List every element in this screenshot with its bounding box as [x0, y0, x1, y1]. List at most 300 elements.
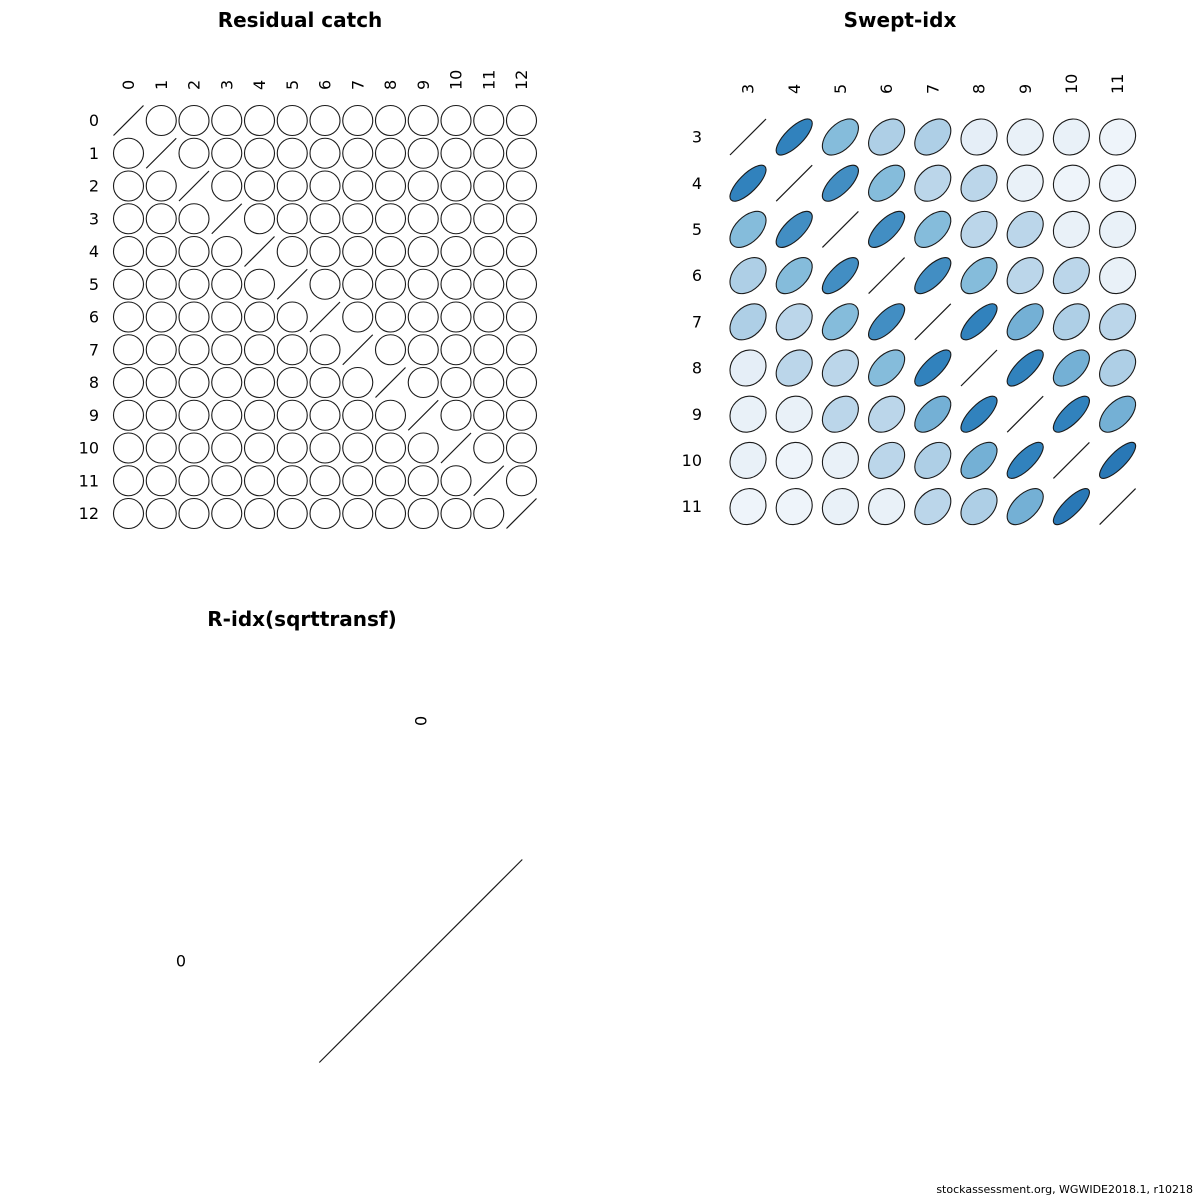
corr-cell-ellipse: [140, 427, 182, 469]
corr-cell-ellipse: [863, 298, 910, 345]
corr-cell-ellipse: [206, 427, 248, 469]
corr-cell-ellipse: [304, 361, 346, 403]
corr-cell-ellipse: [107, 198, 149, 240]
corr-cell-ellipse: [500, 460, 542, 502]
corr-cell-ellipse: [500, 394, 542, 436]
corr-cell-ellipse: [337, 99, 379, 141]
corr-cell-ellipse: [435, 230, 477, 272]
corr-cell-ellipse: [954, 112, 1005, 163]
corr-cell-ellipse: [304, 99, 346, 141]
corr-cell-ellipse: [140, 492, 182, 534]
corr-cell-ellipse: [816, 297, 865, 346]
corr-cell-ellipse: [954, 482, 1004, 532]
corr-cell-ellipse: [107, 296, 149, 338]
corr-cell-ellipse: [815, 481, 866, 532]
corr-cell-ellipse: [304, 329, 346, 371]
corr-cell-ellipse: [908, 112, 958, 162]
corr-cell-ellipse: [107, 230, 149, 272]
col-label: 6: [315, 79, 335, 90]
diagonal-cell-line: [507, 499, 537, 529]
row-label: 10: [681, 451, 702, 470]
corr-cell-ellipse: [402, 99, 444, 141]
corr-cell-ellipse: [140, 296, 182, 338]
diagonal-cell-line: [277, 269, 307, 299]
row-label: 3: [88, 209, 99, 229]
row-label: 5: [691, 220, 702, 239]
corr-cell-ellipse: [173, 394, 215, 436]
corr-cell-ellipse: [468, 329, 510, 371]
corr-cell-ellipse: [369, 198, 411, 240]
corr-cell-ellipse: [173, 427, 215, 469]
corr-cell-ellipse: [435, 198, 477, 240]
col-label: 1: [151, 79, 171, 90]
corr-cell-ellipse: [107, 460, 149, 502]
corr-cell-ellipse: [304, 230, 346, 272]
corr-cell-ellipse: [271, 361, 313, 403]
row-label: 12: [78, 504, 99, 524]
col-label: 0: [411, 715, 431, 726]
col-label: 0: [119, 79, 139, 90]
corr-cell-ellipse: [140, 394, 182, 436]
col-label: 9: [413, 79, 433, 90]
corr-cell-ellipse: [140, 165, 182, 207]
corr-cell-ellipse: [500, 99, 542, 141]
corr-cell-ellipse: [435, 263, 477, 305]
diagonal-cell-line: [1007, 396, 1043, 432]
corr-cell-ellipse: [435, 165, 477, 207]
corr-cell-ellipse: [369, 263, 411, 305]
corr-cell-ellipse: [271, 329, 313, 371]
corr-cell-ellipse: [908, 205, 957, 254]
corr-cell-ellipse: [304, 492, 346, 534]
row-label: 7: [88, 340, 99, 360]
row-label: 11: [78, 471, 99, 491]
corr-cell-ellipse: [435, 132, 477, 174]
corr-cell-ellipse: [468, 394, 510, 436]
corr-cell-ellipse: [337, 165, 379, 207]
corr-cell-ellipse: [271, 132, 313, 174]
corr-cell-ellipse: [1049, 484, 1095, 530]
corr-cell-ellipse: [956, 391, 1002, 437]
corr-cell-ellipse: [206, 263, 248, 305]
corr-cell-ellipse: [271, 296, 313, 338]
corr-cell-ellipse: [238, 132, 280, 174]
corr-cell-ellipse: [238, 460, 280, 502]
row-label: 10: [78, 438, 99, 458]
corr-cell-ellipse: [723, 389, 774, 440]
corr-cell-ellipse: [140, 230, 182, 272]
row-label: 9: [691, 404, 702, 424]
corr-cell-ellipse: [337, 198, 379, 240]
diagonal-cell-line: [1053, 442, 1089, 478]
corr-cell-ellipse: [140, 99, 182, 141]
corr-cell-ellipse: [206, 99, 248, 141]
corr-cell-ellipse: [435, 329, 477, 371]
col-label: 11: [479, 69, 499, 90]
corr-cell-ellipse: [908, 158, 958, 208]
corr-cell-ellipse: [500, 198, 542, 240]
corr-cell-ellipse: [908, 435, 958, 485]
corr-cell-ellipse: [369, 329, 411, 371]
diagonal-cell-line: [245, 237, 275, 267]
panel-residual-catch: [79, 70, 543, 535]
corr-cell-ellipse: [206, 394, 248, 436]
row-label: 6: [88, 307, 99, 327]
corr-cell-ellipse: [402, 296, 444, 338]
corr-cell-ellipse: [140, 329, 182, 371]
diagonal-cell-line: [310, 302, 340, 332]
corr-cell-ellipse: [468, 99, 510, 141]
panel-title-swept-idx: Swept-idx: [843, 8, 957, 32]
corr-cell-ellipse: [1047, 344, 1096, 393]
row-label: 9: [88, 405, 99, 425]
corr-cell-ellipse: [173, 361, 215, 403]
corr-cell-ellipse: [369, 460, 411, 502]
col-label: 10: [1062, 73, 1081, 94]
row-label: 4: [88, 242, 99, 262]
panel-title-r-idx: R-idx(sqrttransf): [207, 607, 397, 631]
corr-cell-ellipse: [173, 230, 215, 272]
corr-cell-ellipse: [435, 492, 477, 534]
corr-cell-ellipse: [140, 198, 182, 240]
corr-cell-ellipse: [500, 165, 542, 207]
corr-cell-ellipse: [500, 427, 542, 469]
corr-cell-ellipse: [304, 132, 346, 174]
corr-cell-ellipse: [468, 296, 510, 338]
corr-cell-ellipse: [369, 230, 411, 272]
corr-cell-ellipse: [815, 389, 865, 439]
corr-cell-ellipse: [238, 329, 280, 371]
corr-cell-ellipse: [206, 329, 248, 371]
corr-cell-ellipse: [1092, 204, 1143, 255]
diagonal-cell-line: [441, 433, 471, 463]
corr-cell-ellipse: [1001, 297, 1050, 346]
corr-cell-ellipse: [1046, 297, 1096, 347]
corr-cell-ellipse: [271, 198, 313, 240]
corr-cell-ellipse: [402, 132, 444, 174]
corr-cell-ellipse: [1000, 112, 1051, 163]
col-label: 3: [217, 79, 237, 90]
col-label: 8: [969, 83, 989, 94]
corr-cell-ellipse: [238, 198, 280, 240]
corr-cell-ellipse: [402, 230, 444, 272]
corr-cell-ellipse: [140, 460, 182, 502]
corr-cell-ellipse: [238, 361, 280, 403]
corr-cell-ellipse: [107, 329, 149, 371]
footer-attribution: stockassessment.org, WGWIDE2018.1, r10218: [936, 1183, 1193, 1196]
row-label: 2: [88, 176, 99, 196]
corr-cell-ellipse: [402, 329, 444, 371]
corr-cell-ellipse: [769, 435, 820, 486]
corr-cell-ellipse: [271, 99, 313, 141]
diagonal-cell-line: [408, 400, 438, 430]
corr-cell-ellipse: [723, 481, 774, 532]
corr-cell-ellipse: [107, 492, 149, 534]
corr-cell-ellipse: [954, 251, 1003, 300]
corr-cell-ellipse: [1092, 112, 1143, 163]
corr-cell-ellipse: [435, 361, 477, 403]
corr-cell-ellipse: [500, 132, 542, 174]
corr-cell-ellipse: [238, 165, 280, 207]
row-label: 0: [88, 111, 99, 131]
col-label: 4: [250, 79, 270, 90]
row-label: 3: [691, 127, 702, 147]
corr-cell-ellipse: [723, 251, 773, 301]
col-label: 9: [1015, 83, 1035, 94]
corr-cell-ellipse: [206, 132, 248, 174]
corr-cell-ellipse: [402, 361, 444, 403]
corr-cell-ellipse: [500, 361, 542, 403]
corr-cell-ellipse: [173, 198, 215, 240]
corr-cell-ellipse: [402, 427, 444, 469]
corr-cell-ellipse: [173, 132, 215, 174]
corr-cell-ellipse: [304, 427, 346, 469]
corr-cell-ellipse: [771, 114, 817, 160]
corr-cell-ellipse: [500, 230, 542, 272]
diagonal-cell-line: [179, 171, 209, 201]
diagonal-cell-line: [730, 119, 766, 155]
corr-cell-ellipse: [862, 112, 912, 162]
corr-cell-ellipse: [954, 204, 1004, 254]
col-label: 2: [184, 79, 204, 90]
corr-cell-ellipse: [1092, 250, 1143, 301]
corr-cell-ellipse: [861, 435, 911, 485]
corr-cell-ellipse: [402, 492, 444, 534]
corr-cell-ellipse: [337, 263, 379, 305]
col-label: 10: [446, 69, 466, 90]
corr-cell-ellipse: [304, 198, 346, 240]
corr-cell-ellipse: [238, 263, 280, 305]
corr-cell-ellipse: [1046, 158, 1097, 209]
corr-cell-ellipse: [173, 460, 215, 502]
corr-cell-ellipse: [1001, 482, 1050, 531]
corr-cell-ellipse: [369, 394, 411, 436]
row-label: 0: [175, 951, 186, 971]
corr-cell-ellipse: [271, 230, 313, 272]
corr-cell-ellipse: [723, 205, 772, 254]
corr-cell-ellipse: [910, 345, 956, 391]
col-label: 4: [784, 83, 804, 94]
corr-cell-ellipse: [304, 263, 346, 305]
corr-cell-ellipse: [815, 435, 866, 486]
corr-cell-ellipse: [206, 361, 248, 403]
corr-cell-ellipse: [206, 460, 248, 502]
corr-cell-ellipse: [238, 296, 280, 338]
corr-cell-ellipse: [435, 99, 477, 141]
row-label: 11: [681, 497, 702, 517]
corr-cell-ellipse: [769, 481, 820, 532]
corr-cell-ellipse: [817, 252, 864, 299]
diagonal-cell-line: [376, 368, 406, 398]
corr-cell-ellipse: [238, 394, 280, 436]
corr-cell-ellipse: [140, 263, 182, 305]
col-label: 6: [877, 83, 897, 94]
corr-cell-ellipse: [107, 165, 149, 207]
corr-cell-ellipse: [723, 297, 773, 347]
diagonal-cell-line: [146, 138, 176, 168]
diagonal-cell-line: [212, 204, 242, 234]
corr-cell-ellipse: [402, 165, 444, 207]
corr-cell-ellipse: [1046, 112, 1097, 163]
corr-cell-ellipse: [1093, 390, 1142, 439]
corr-cell-ellipse: [206, 230, 248, 272]
corr-cell-ellipse: [1002, 437, 1048, 483]
corr-cell-ellipse: [1046, 250, 1096, 300]
col-label: 8: [381, 79, 401, 90]
corr-cell-ellipse: [770, 251, 819, 300]
corr-cell-ellipse: [725, 160, 771, 206]
corr-cell-ellipse: [402, 198, 444, 240]
diagonal-cell-line: [343, 335, 373, 365]
panel-swept-idx: [682, 74, 1143, 532]
corr-cell-ellipse: [304, 394, 346, 436]
corr-cell-ellipse: [909, 252, 956, 299]
corr-cell-ellipse: [1095, 438, 1141, 484]
corr-cell-ellipse: [861, 389, 911, 439]
row-label: 8: [691, 358, 702, 378]
corr-cell-ellipse: [107, 132, 149, 174]
panel-title-residual-catch: Residual catch: [217, 8, 383, 32]
corr-cell-ellipse: [815, 343, 865, 393]
corr-cell-ellipse: [173, 296, 215, 338]
col-label: 7: [923, 83, 943, 94]
corr-cell-ellipse: [435, 394, 477, 436]
corr-cell-ellipse: [271, 394, 313, 436]
corr-cell-ellipse: [271, 460, 313, 502]
corr-cell-ellipse: [337, 394, 379, 436]
corr-cell-ellipse: [908, 390, 957, 439]
panel-r-idx-sqrttransf-: [176, 716, 522, 1063]
corr-cell-ellipse: [1000, 204, 1050, 254]
corr-cell-ellipse: [337, 361, 379, 403]
corr-cell-ellipse: [500, 296, 542, 338]
corr-cell-ellipse: [402, 460, 444, 502]
corr-cell-ellipse: [173, 329, 215, 371]
corr-cell-ellipse: [206, 492, 248, 534]
corr-cell-ellipse: [1046, 204, 1097, 255]
row-label: 1: [88, 143, 99, 163]
row-label: 5: [88, 274, 99, 294]
corr-cell-ellipse: [173, 99, 215, 141]
corr-cell-ellipse: [369, 99, 411, 141]
col-label: 11: [1108, 73, 1128, 94]
corr-cell-ellipse: [369, 492, 411, 534]
corr-cell-ellipse: [468, 132, 510, 174]
corr-cell-ellipse: [271, 492, 313, 534]
corr-cell-ellipse: [1093, 343, 1143, 393]
corr-cell-ellipse: [304, 460, 346, 502]
corr-cell-ellipse: [468, 165, 510, 207]
corr-cell-ellipse: [369, 132, 411, 174]
corr-cell-ellipse: [1092, 297, 1142, 347]
corr-cell-ellipse: [723, 435, 774, 486]
corr-cell-ellipse: [862, 343, 911, 392]
corr-cell-ellipse: [337, 132, 379, 174]
corr-cell-ellipse: [173, 492, 215, 534]
corr-cell-ellipse: [337, 460, 379, 502]
corr-cell-ellipse: [468, 198, 510, 240]
corr-cell-ellipse: [908, 481, 958, 531]
diagonal-cell-line: [915, 304, 951, 340]
diagonal-cell-line: [822, 211, 858, 247]
corr-cell-ellipse: [337, 230, 379, 272]
corr-cell-ellipse: [337, 492, 379, 534]
corr-cell-ellipse: [369, 165, 411, 207]
corr-cell-ellipse: [817, 160, 864, 207]
diagonal-cell-line: [776, 165, 812, 201]
corr-cell-ellipse: [468, 361, 510, 403]
corr-cell-ellipse: [500, 329, 542, 371]
diagonal-cell-line: [961, 350, 997, 386]
corr-cell-ellipse: [435, 296, 477, 338]
corr-cell-ellipse: [1048, 391, 1094, 437]
corr-cell-ellipse: [140, 361, 182, 403]
corr-cell-ellipse: [956, 299, 1002, 345]
corr-cell-ellipse: [1000, 158, 1051, 209]
corr-cell-ellipse: [271, 165, 313, 207]
corr-cell-ellipse: [955, 436, 1004, 485]
corr-cell-ellipse: [107, 361, 149, 403]
corr-cell-ellipse: [468, 263, 510, 305]
corr-cell-ellipse: [1002, 345, 1048, 391]
corr-cell-ellipse: [107, 427, 149, 469]
corr-cell-ellipse: [769, 389, 820, 440]
corr-cell-ellipse: [107, 263, 149, 305]
corr-cell-ellipse: [862, 159, 911, 208]
corr-cell-ellipse: [1092, 158, 1143, 209]
corr-cell-ellipse: [304, 165, 346, 207]
corr-cell-ellipse: [863, 206, 910, 253]
corr-cell-ellipse: [369, 296, 411, 338]
corr-cell-ellipse: [238, 427, 280, 469]
col-label: 5: [282, 79, 302, 90]
corr-cell-ellipse: [1000, 250, 1050, 300]
corr-cell-ellipse: [500, 263, 542, 305]
corr-cell-ellipse: [468, 230, 510, 272]
col-label: 12: [512, 69, 532, 90]
corr-cell-ellipse: [206, 296, 248, 338]
corr-cell-ellipse: [771, 206, 818, 253]
col-label: 3: [738, 83, 758, 94]
row-label: 7: [691, 312, 702, 332]
corr-cell-ellipse: [816, 112, 865, 161]
corr-cell-ellipse: [173, 263, 215, 305]
row-label: 6: [691, 266, 702, 286]
corr-cell-ellipse: [954, 158, 1004, 208]
corr-cell-ellipse: [337, 427, 379, 469]
row-label: 4: [691, 173, 702, 193]
corr-cell-ellipse: [107, 394, 149, 436]
corr-cell-ellipse: [468, 427, 510, 469]
col-label: 5: [831, 83, 850, 94]
corr-cell-ellipse: [723, 343, 774, 394]
corr-cell-ellipse: [769, 297, 819, 347]
corr-cell-ellipse: [369, 427, 411, 469]
corr-cell-ellipse: [337, 296, 379, 338]
corr-cell-ellipse: [769, 343, 819, 393]
corr-cell-ellipse: [206, 165, 248, 207]
corr-cell-ellipse: [238, 492, 280, 534]
diagonal-cell-line: [1100, 489, 1136, 525]
row-label: 8: [88, 373, 99, 393]
corr-cell-ellipse: [468, 492, 510, 534]
diagonal-cell-line: [869, 258, 905, 294]
corr-cell-ellipse: [861, 481, 912, 532]
diagonal-cell-line: [319, 860, 522, 1063]
corr-cell-ellipse: [238, 99, 280, 141]
col-label: 7: [348, 79, 368, 90]
corr-cell-ellipse: [435, 460, 477, 502]
